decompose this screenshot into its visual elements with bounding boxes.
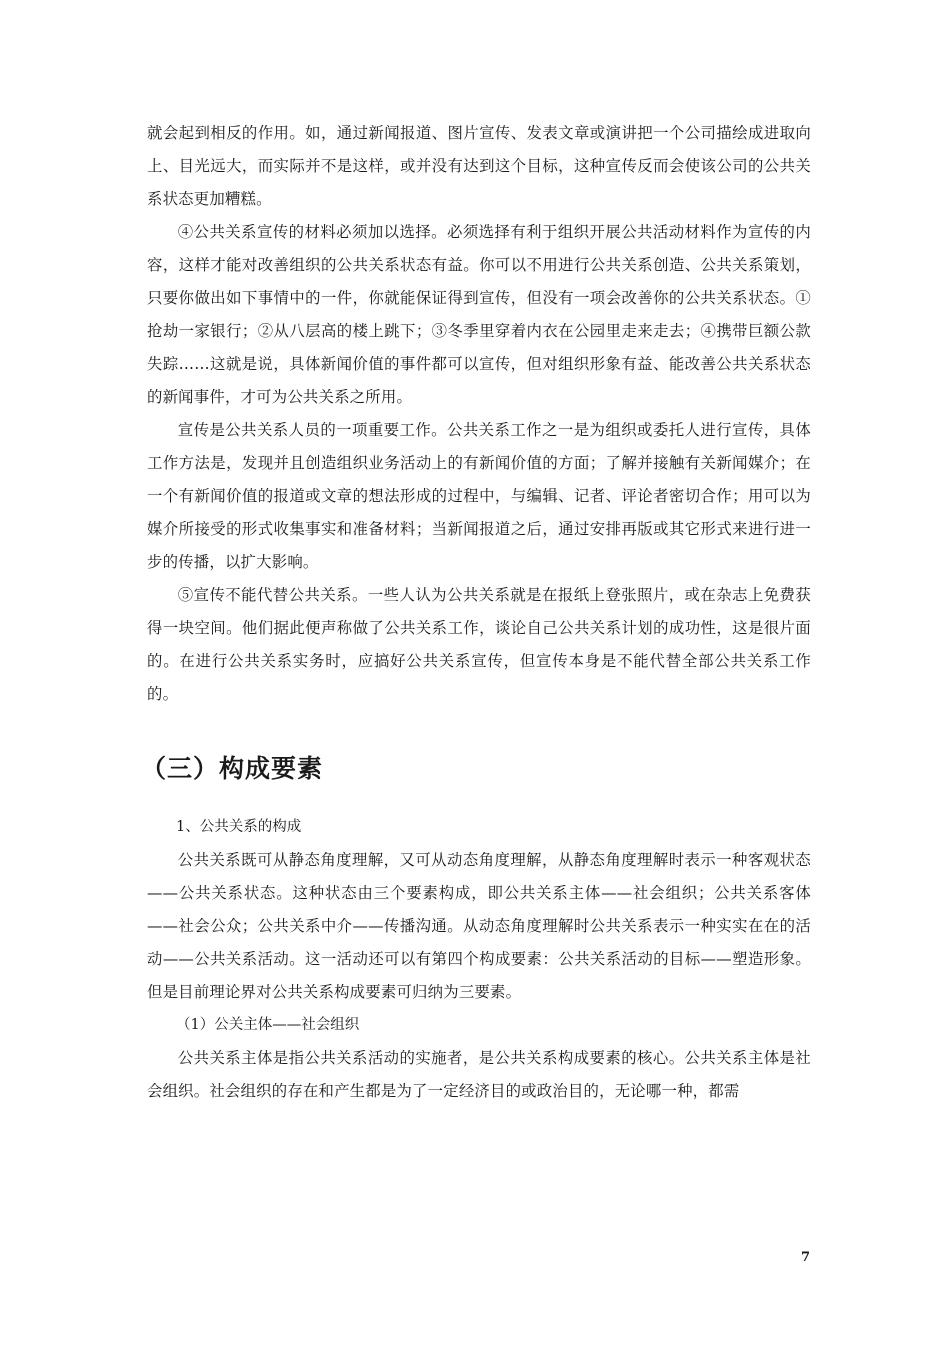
paragraph-material-selection: ④公共关系宣传的材料必须加以选择。必须选择有利于组织开展公共活动材料作为宣传的内容，这样才能对改善组织的公共关系状态有益。你可以不用进行公共关系创造、公共关系策划，只要你做出如下事情中的一件，你就能保证得到宣传，但没有一项会改善你的公共关系状态。①抢劫一家银行；②从八层高的楼上跳下；③冬季里穿着内衣在公园里走来走去；④携带巨额公款失踪……这就是说，具体新闻价值的事件都可以宣传，但对组织形象有益、能改善公共关系状态的新闻事件，才可为公共关系之所用。 <box>147 223 811 406</box>
paragraph-composition: 公共关系既可从静态角度理解，又可从动态角度理解，从静态角度理解时表示一种客观状态——公共关系状态。这种状态由三个要素构成，即公共关系主体——社会组织；公共关系客体——社会公众；公共关系中介——传播沟通。从动态角度理解时公共关系表示一种实实在在的活动——公共关系活动。这一活动还可以有第四个构成要素：公共关系活动的目标——塑造形象。但是目前理论界对公共关系构成要素可归纳为三要素。 <box>147 851 811 1001</box>
paragraph-publicity-work: 宣传是公共关系人员的一项重要工作。公共关系工作之一是为组织或委托人进行宣传，具体工作方法是，发现并且创造组织业务活动上的有新闻价值的方面；了解并接触有关新闻媒介；在一个有新闻价值的报道或文章的想法形成的过程中，与编辑、记者、评论者密切合作；用可以为媒介所接受的形式收集事实和准备材料；当新闻报道之后，通过安排再版或其它形式来进行进一步的传播，以扩大影响。 <box>147 421 811 571</box>
page-content <box>141 117 811 1108</box>
subheading-composition: 1、公共关系的构成 <box>176 819 302 835</box>
paragraph-publicity-not-substitute: ⑤宣传不能代替公共关系。一些人认为公共关系就是在报纸上登张照片，或在杂志上免费获得一块空间。他们据此便声称做了公共关系工作，谈论自己公共关系计划的成功性，这是很片面的。在进行公共关系实务时，应搞好公共关系宣传，但宣传本身是不能代替全部公共关系工作的。 <box>147 586 811 703</box>
paragraph-continuation: 就会起到相反的作用。如，通过新闻报道、图片宣传、发表文章或演讲把一个公司描绘成进取向上、目光远大，而实际并不是这样，或并没有达到这个目标，这种宣传反而会使该公司的公共关系状态更加糟糕。 <box>147 124 811 208</box>
paragraph-subject: 公共关系主体是指公共关系活动的实施者，是公共关系构成要素的核心。公共关系主体是社会组织。社会组织的存在和产生都是为了一定经济目的或政治目的，无论哪一种，都需 <box>147 1049 811 1100</box>
page-number: 7 <box>800 1250 810 1265</box>
subheading-subject: （1）公关主体——社会组织 <box>176 1017 360 1033</box>
section-title: （三）构成要素 <box>141 754 324 783</box>
